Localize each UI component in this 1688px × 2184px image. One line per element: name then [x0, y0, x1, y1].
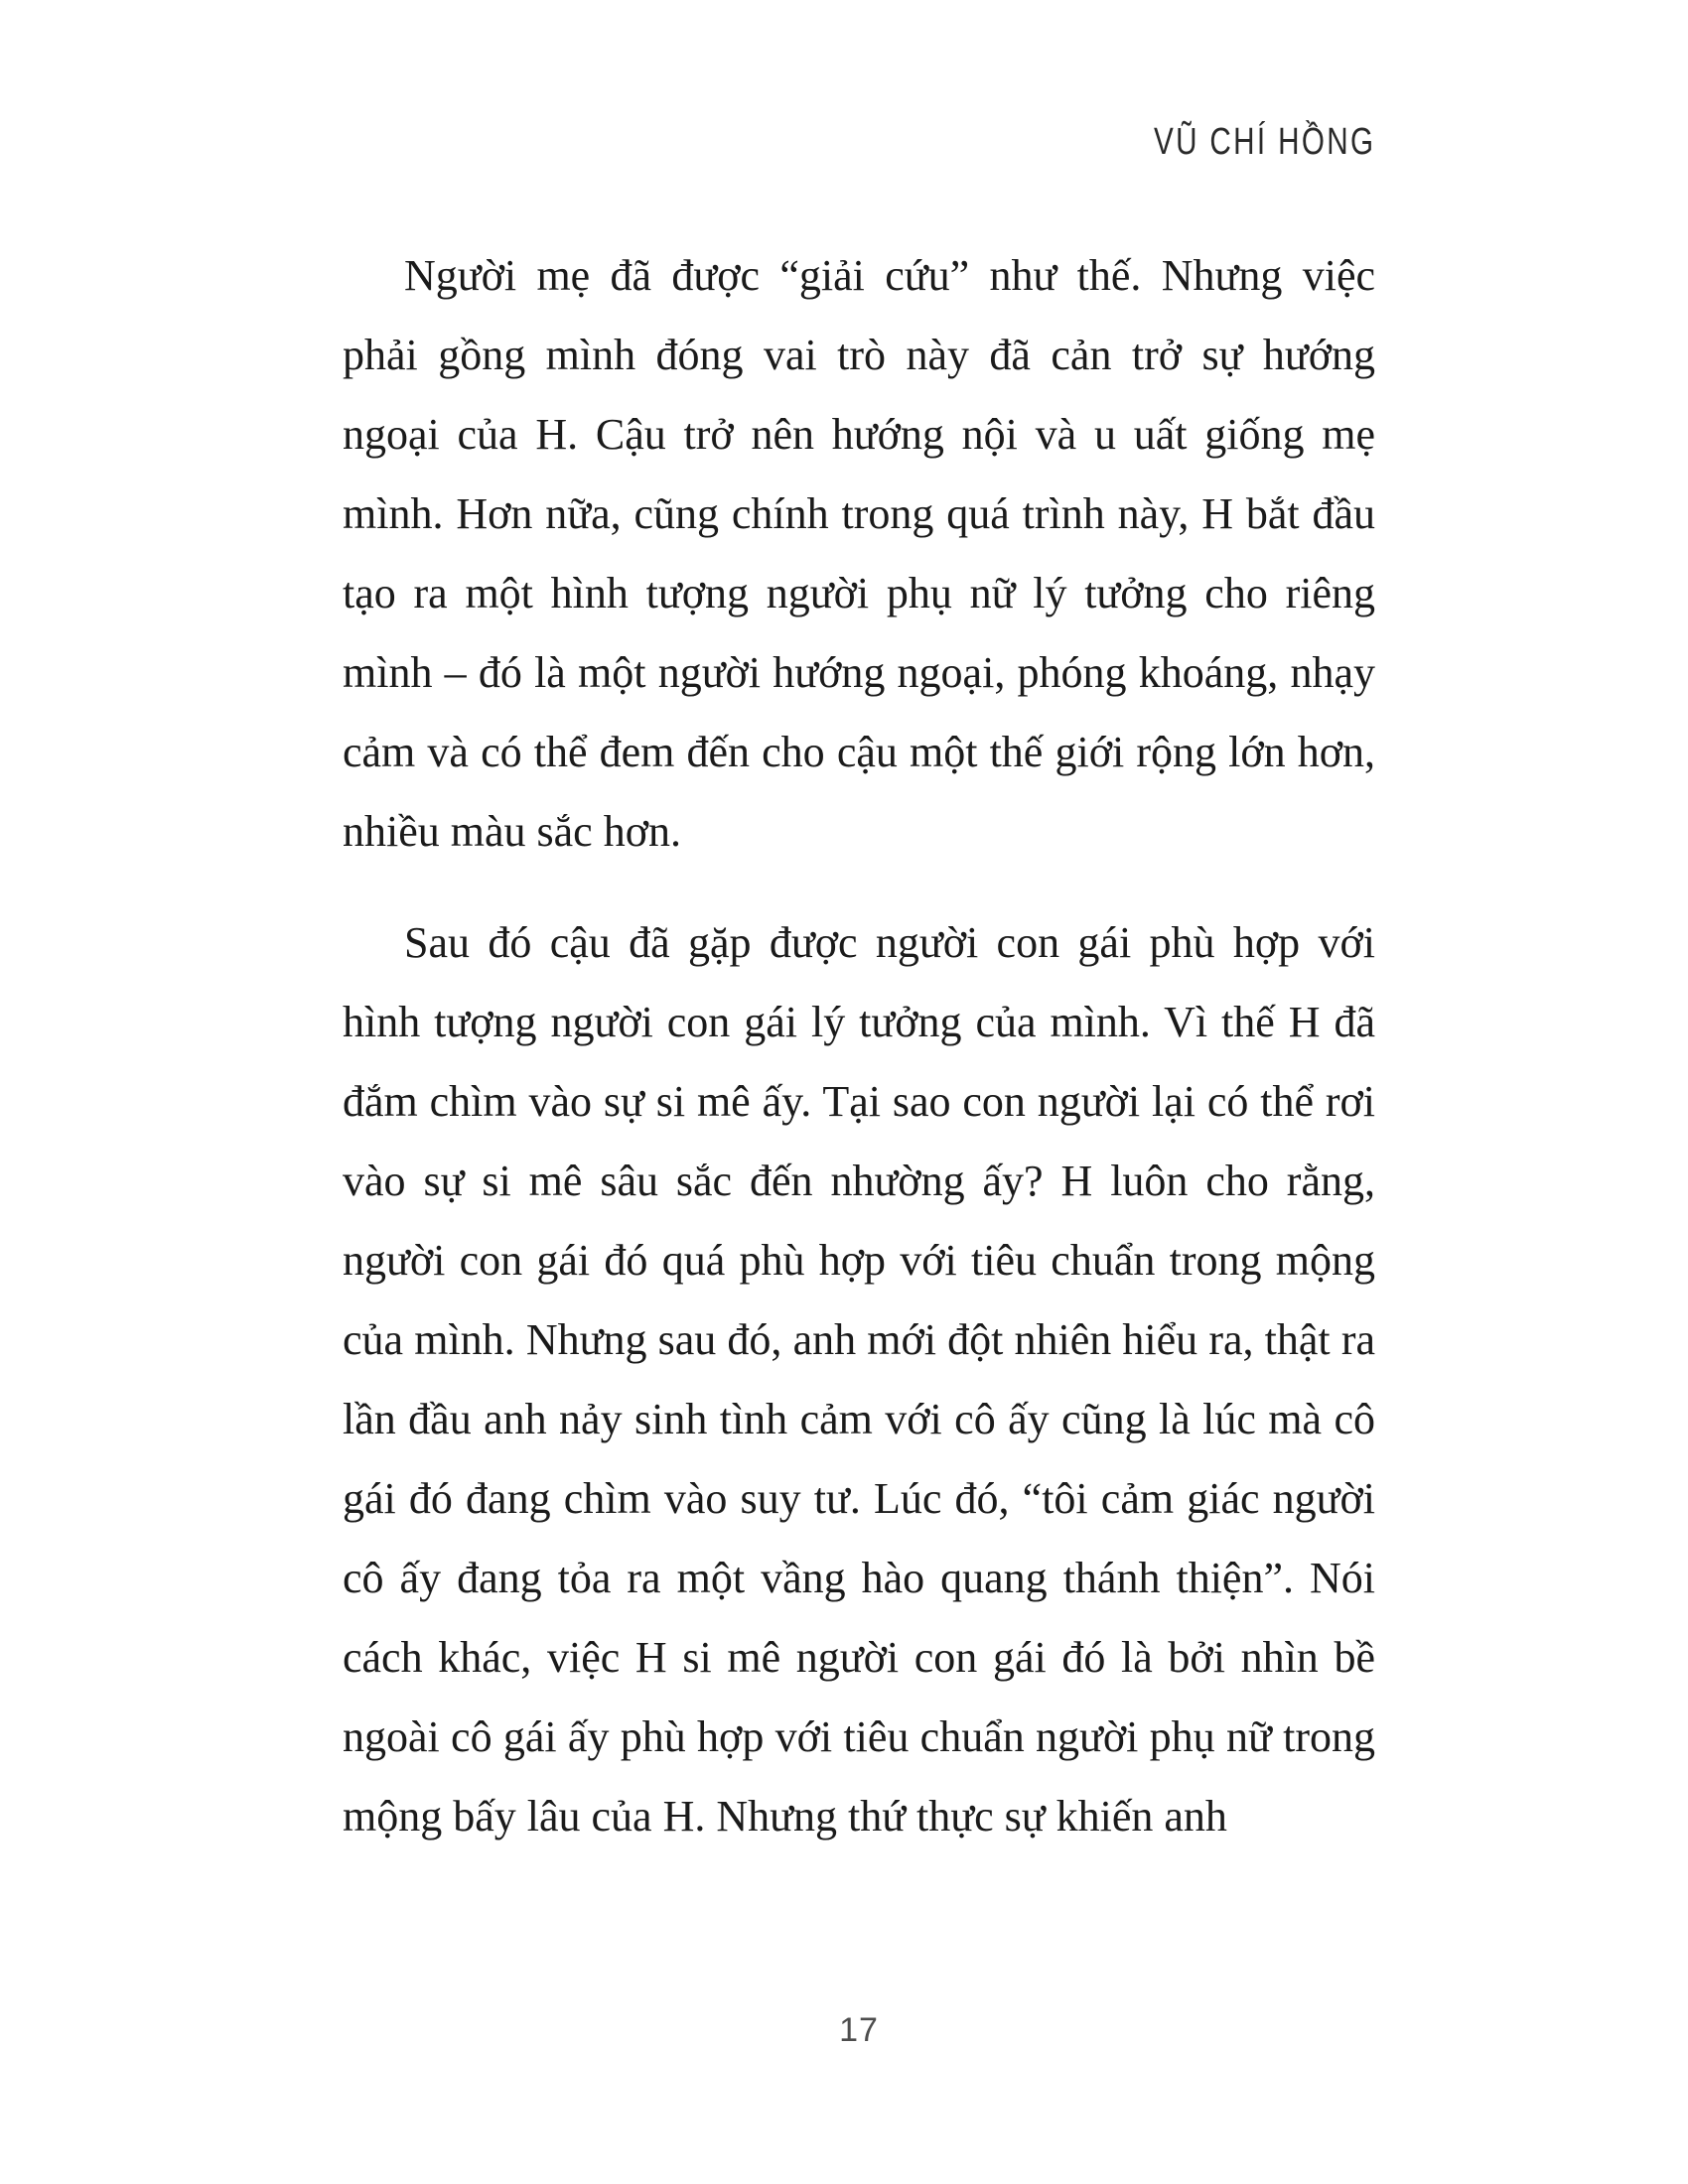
body-text	[343, 236, 1375, 1888]
running-header	[343, 121, 1375, 164]
page-footer	[343, 2011, 1375, 2050]
page-number: 17	[839, 2011, 879, 2049]
paragraph-2: Sau đó cậu đã gặp được người con gái phù hợp với hình tượng người con gái lý tưởng của mình. Vì thế H đã đắm chìm vào sự si mê ấy. Tại sao con người lại có thể rơi vào sự si mê sâu sắc đến nhường ấy? H luôn cho rằng, người con gái đó quá phù hợp với tiêu chuẩn trong mộng của mình. Nhưng sau đó, anh mới đột nhiên hiểu ra, thật ra lần đầu anh nảy sinh tình cảm với cô ấy cũng là lúc mà cô gái đó đang chìm vào suy tư. Lúc đó, “tôi cảm giác người cô ấy đang tỏa ra một vầng hào quang thánh thiện”. Nói cách khác, việc H si mê người con gái đó là bởi nhìn bề ngoài cô gái ấy phù hợp với tiêu chuẩn người phụ nữ trong mộng bấy lâu của H. Nhưng thứ thực sự khiến anh	[343, 918, 1375, 1841]
paragraph-1: Người mẹ đã được “giải cứu” như thế. Nhưng việc phải gồng mình đóng vai trò này đã cản trở sự hướng ngoại của H. Cậu trở nên hướng nội và u uất giống mẹ mình. Hơn nữa, cũng chính trong quá trình này, H bắt đầu tạo ra một hình tượng người phụ nữ lý tưởng cho riêng mình – đó là một người hướng ngoại, phóng khoáng, nhạy cảm và có thể đem đến cho cậu một thế giới rộng lớn hơn, nhiều màu sắc hơn.	[343, 251, 1375, 856]
author-name: VŨ CHÍ HỒNG	[1153, 121, 1375, 163]
